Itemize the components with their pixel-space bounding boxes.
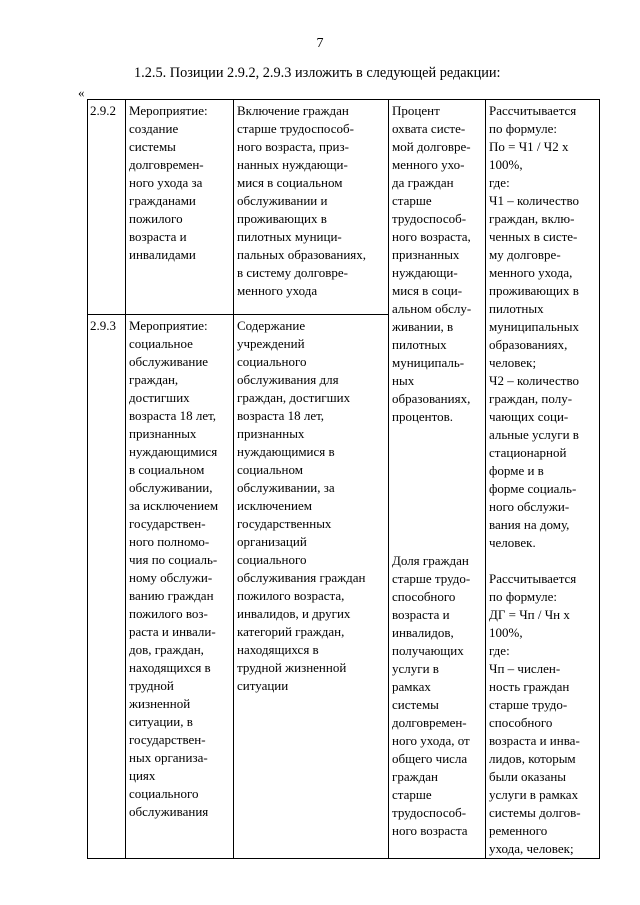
open-quote: « <box>78 85 85 100</box>
text-line: старше трудоспособ- <box>237 121 354 136</box>
text-line: ченных в систе- <box>489 229 578 244</box>
text-line: мися в социальном <box>237 175 343 190</box>
text-line: признанных <box>237 426 305 442</box>
text-line: граждан, полу- <box>489 391 573 406</box>
text-line: охвата систе- <box>392 121 466 136</box>
text-line: где: <box>489 175 510 190</box>
text-line: обслуживании, <box>129 480 213 496</box>
text-line: Ч2 – количество <box>489 373 580 388</box>
text-line: старше трудо- <box>392 571 471 586</box>
text-line: ременного <box>489 823 548 838</box>
section-heading: 1.2.5. Позиции 2.9.2, 2.9.3 изложить в следующей редакции: <box>134 65 501 81</box>
text-line: ному обслужи- <box>129 570 213 586</box>
text-line: альные услуги в <box>489 427 579 442</box>
text-line: ного возраста, приз- <box>237 139 349 154</box>
text-line: социальное <box>129 336 193 352</box>
text-line: ного ухода за <box>129 175 203 190</box>
text-line: гражданами <box>129 193 196 208</box>
text-line: ванию граждан <box>129 588 214 604</box>
text-line: системы <box>392 697 439 712</box>
text-line: человек. <box>489 535 536 550</box>
text-line: инвалидов, <box>392 625 454 640</box>
text-line: находящихся в <box>129 660 211 676</box>
text-line: где: <box>489 643 510 658</box>
text-line: обслуживания для <box>237 372 339 388</box>
text-line: менного ухода <box>237 283 318 298</box>
indicator-2 <box>392 552 482 840</box>
text-line: му долговре- <box>489 247 561 262</box>
text-line: рамках <box>392 679 431 694</box>
text-line: организаций <box>237 534 307 550</box>
formula-2 <box>489 570 596 858</box>
text-line: ного обслужи- <box>489 499 570 514</box>
text-line: инвалидами <box>129 247 196 262</box>
text-line: возраста и инва- <box>489 733 580 748</box>
text-line: граждан, вклю- <box>489 211 575 226</box>
text-line: пожилого <box>129 211 183 226</box>
indicator-cell <box>389 100 486 859</box>
text-line: старше <box>392 193 432 208</box>
text-line: Доля граждан <box>392 553 469 568</box>
text-line: пилотных <box>489 301 544 316</box>
text-line: категорий граждан, <box>237 624 345 640</box>
text-line: граждан <box>392 769 438 784</box>
text-line: нуждающимися <box>129 444 218 460</box>
text-line: возраста и <box>129 229 187 244</box>
event-cell <box>126 100 234 315</box>
text-line: 100%, <box>489 157 523 172</box>
text-line: раста и инвали- <box>129 624 216 640</box>
text-line: жизненной <box>129 696 191 712</box>
text-line: Включение граждан <box>237 103 349 118</box>
row-number: 2.9.2 <box>90 103 116 118</box>
text-line: социального <box>237 354 307 370</box>
text-line: ного полномо- <box>129 534 210 550</box>
text-line: нуждающи- <box>392 265 458 280</box>
text-line: находящихся в <box>237 642 319 658</box>
text-line: стационарной <box>489 445 567 460</box>
text-line: социального <box>129 786 199 802</box>
text-line: учреждений <box>237 336 305 352</box>
text-line: ухода, человек; <box>489 841 574 856</box>
text-line: в социальном <box>129 462 205 478</box>
text-line: обслуживания <box>129 804 209 820</box>
text-line: создание <box>129 121 179 136</box>
text-line: услуги в <box>392 661 439 676</box>
text-line: общего числа <box>392 751 468 766</box>
text-line: форме и в <box>489 463 544 478</box>
text-line: ных организа- <box>129 750 208 766</box>
formula-cell <box>486 100 600 859</box>
text-line: обслуживания граждан <box>237 570 366 586</box>
text-line: живании, в <box>392 319 454 334</box>
content-cell <box>234 100 389 315</box>
text-line: обслуживании и <box>237 193 328 208</box>
text-line: Мероприятие: <box>129 318 208 334</box>
text-line: ных <box>392 373 415 388</box>
text-line: чия по социаль- <box>129 552 218 568</box>
text-line: процентов. <box>392 409 454 424</box>
text-line: муниципальных <box>489 319 580 334</box>
text-line: старше трудо- <box>489 697 568 712</box>
text-line: форме социаль- <box>489 481 577 496</box>
positions-table <box>87 99 600 859</box>
text-line: 100%, <box>489 625 523 640</box>
event-cell <box>126 315 234 859</box>
text-line: были оказаны <box>489 769 567 784</box>
text-line: исключением <box>237 498 312 514</box>
text-line: ного возраста, <box>392 229 471 244</box>
text-line: пилотных муници- <box>237 229 342 244</box>
text-line: ность граждан <box>489 679 570 694</box>
text-line: пальных образованиях, <box>237 247 367 262</box>
text-line: государственных <box>237 516 332 532</box>
text-line: долговремен- <box>129 157 204 172</box>
text-line: пожилого воз- <box>129 606 208 622</box>
text-line: ситуации, в <box>129 714 193 730</box>
text-line: возраста 18 лет, <box>237 408 325 424</box>
text-line: Содержание <box>237 318 306 334</box>
text-line: ситуации <box>237 678 289 694</box>
text-line: ного возраста <box>392 823 468 838</box>
formula-1 <box>489 102 596 552</box>
text-line: обслуживание <box>129 354 209 370</box>
text-line: нуждающимися в <box>237 444 335 460</box>
text-line: граждан, <box>129 372 179 388</box>
text-line: мой долговре- <box>392 139 471 154</box>
text-line: трудной жизненной <box>237 660 347 676</box>
row-number-cell <box>88 100 126 315</box>
text-line: Процент <box>392 103 440 118</box>
text-line: социальном <box>237 462 303 478</box>
text-line: в систему долговре- <box>237 265 348 280</box>
text-line: вания на дому, <box>489 517 570 532</box>
text-line: нанных нуждающи- <box>237 157 348 172</box>
text-line: менного ухо- <box>392 157 465 172</box>
text-line: за исключением <box>129 498 219 514</box>
text-line: достигших <box>129 390 190 406</box>
text-line: проживающих в <box>237 211 327 226</box>
text-line: инвалидов, и других <box>237 606 351 622</box>
text-line: По = Ч1 / Ч2 х <box>489 139 569 154</box>
content-cell <box>234 315 389 859</box>
text-line: человек; <box>489 355 537 370</box>
text-line: чающих соци- <box>489 409 569 424</box>
text-line: способного <box>392 589 456 604</box>
text-line: Рассчитывается <box>489 103 577 118</box>
text-line: ДГ = Чп / Чн х <box>489 607 570 622</box>
text-line: долговремен- <box>392 715 467 730</box>
text-line: альном обслу- <box>392 301 472 316</box>
text-line: ного ухода, от <box>392 733 470 748</box>
text-line: лидов, которым <box>489 751 576 766</box>
text-line: муниципаль- <box>392 355 465 370</box>
text-line: Рассчитывается <box>489 571 577 586</box>
text-line: социального <box>237 552 307 568</box>
text-line: пожилого возраста, <box>237 588 345 604</box>
text-line: да граждан <box>392 175 454 190</box>
text-line: менного ухода, <box>489 265 573 280</box>
page-number: 7 <box>316 36 324 51</box>
indicator-1 <box>392 102 482 426</box>
text-line: старше <box>392 787 432 802</box>
text-line: Мероприятие: <box>129 103 208 118</box>
text-line: получающих <box>392 643 464 658</box>
text-line: возраста и <box>392 607 450 622</box>
text-line: образованиях, <box>392 391 471 406</box>
text-line: по формуле: <box>489 589 557 604</box>
text-line: возраста 18 лет, <box>129 408 217 424</box>
text-line: признанных <box>129 426 197 442</box>
text-line: дов, граждан, <box>129 642 204 658</box>
text-line: услуги в рамках <box>489 787 579 802</box>
text-line: по формуле: <box>489 121 557 136</box>
text-line: системы <box>129 139 176 154</box>
text-line: граждан, достигших <box>237 390 351 406</box>
text-line: мися в соци- <box>392 283 463 298</box>
text-line: обслуживании, за <box>237 480 335 496</box>
row-number: 2.9.3 <box>90 318 116 334</box>
text-line: циях <box>129 768 156 784</box>
text-line: трудоспособ- <box>392 211 467 226</box>
text-line: Ч1 – количество <box>489 193 580 208</box>
text-line: системы долгов- <box>489 805 581 820</box>
table-row-2-9-2 <box>88 100 600 315</box>
text-line: проживающих в <box>489 283 579 298</box>
text-line: государствен- <box>129 516 206 532</box>
text-line: образованиях, <box>489 337 568 352</box>
text-line: государствен- <box>129 732 206 748</box>
text-line: трудной <box>129 678 174 694</box>
text-line: пилотных <box>392 337 447 352</box>
text-line: способного <box>489 715 553 730</box>
row-number-cell <box>88 315 126 859</box>
text-line: трудоспособ- <box>392 805 467 820</box>
text-line: признанных <box>392 247 460 262</box>
text-line: Чп – числен- <box>489 661 561 676</box>
